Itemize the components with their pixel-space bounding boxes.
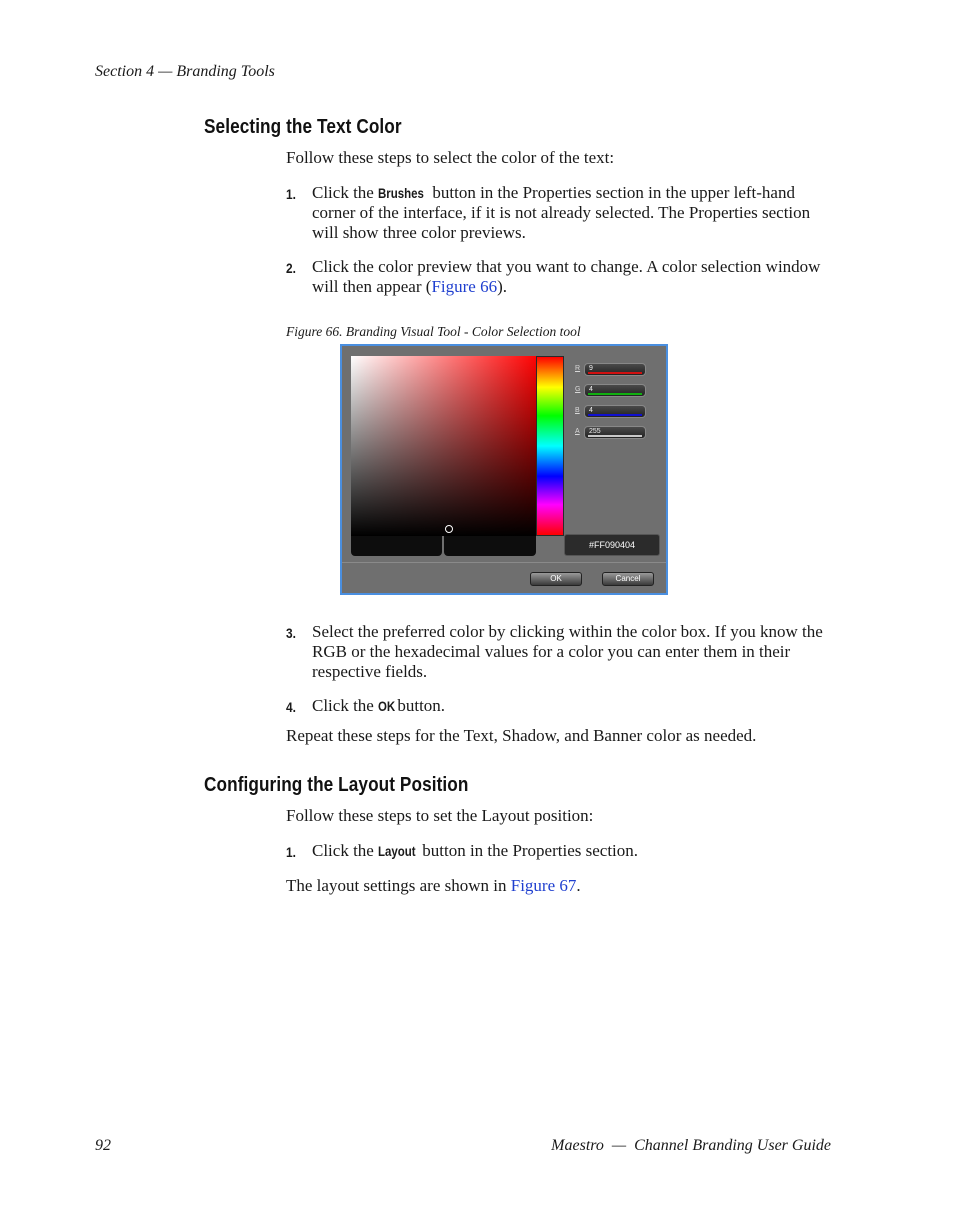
channel-level-bar (588, 414, 642, 416)
channel-label: A (575, 428, 580, 435)
color-picker-marker[interactable] (445, 525, 453, 533)
channel-input[interactable] (584, 384, 646, 397)
ui-term-ok: OK (378, 698, 396, 714)
step-item (286, 841, 831, 861)
step-number: 2. (286, 260, 296, 276)
ok-button[interactable]: OK (530, 572, 582, 586)
step-item (286, 696, 831, 716)
step-text: Click the (312, 183, 379, 202)
channel-value: 4 (589, 386, 593, 393)
section-intro: Follow these steps to select the color of the text: (286, 148, 615, 167)
step-number: 4. (286, 699, 296, 715)
figure-66-link[interactable]: Figure 66 (431, 277, 498, 296)
step-item (286, 257, 831, 297)
channel-level-bar (588, 435, 642, 437)
step-number: 3. (286, 625, 296, 641)
channel-value: 255 (589, 428, 601, 435)
section-heading-text-color: Selecting the Text Color (204, 116, 402, 138)
channel-input[interactable] (584, 363, 646, 376)
page-number: 92 (95, 1137, 111, 1154)
channel-level-bar (588, 393, 642, 395)
figure-67-link[interactable]: Figure 67 (510, 876, 577, 895)
step-text: button in the Properties section. (418, 841, 639, 860)
step-text: ). (497, 277, 507, 296)
figure-caption: Figure 66. Branding Visual Tool - Color Selection tool (286, 324, 581, 339)
step-text: Select the preferred color by clicking within the color box. If you know the RGB or the hexadecimal values for a color you can enter them in their respective fields. (312, 622, 823, 681)
step-text: button in the Properties section in the upper left-hand corner of the interface, if it is not already selected. The Properties section will show three color previews. (312, 183, 811, 242)
channel-label: R (575, 365, 581, 372)
channel-label: G (575, 386, 581, 393)
ui-term-layout: Layout (378, 843, 416, 859)
step-item (286, 622, 831, 682)
channel-value: 9 (589, 365, 593, 372)
channel-level-bar (588, 372, 642, 374)
step-item (286, 183, 831, 243)
step-text: Click the (312, 696, 379, 715)
dialog-divider (342, 562, 666, 563)
hex-value: #FF090404 (588, 540, 636, 550)
outro-text: . (576, 876, 581, 895)
step-text: Click the (312, 841, 379, 860)
section-heading-layout-position: Configuring the Layout Position (204, 774, 469, 796)
step-number: 1. (286, 844, 296, 860)
section-outro: Repeat these steps for the Text, Shadow, and Banner color as needed. (286, 726, 757, 745)
channel-input[interactable] (584, 426, 646, 439)
step-text: button. (393, 696, 446, 715)
color-selection-dialog (340, 344, 668, 595)
step-number: 1. (286, 186, 296, 202)
section-intro: Follow these steps to set the Layout position: (286, 806, 594, 825)
channel-input[interactable] (584, 405, 646, 418)
old-color-preview (444, 536, 536, 556)
outro-text: The layout settings are shown in (286, 876, 511, 895)
hue-slider[interactable] (536, 356, 564, 536)
guide-title: Maestro — Channel Branding User Guide (551, 1137, 831, 1154)
cancel-button[interactable]: Cancel (602, 572, 654, 586)
channel-value: 4 (589, 407, 593, 414)
channel-label: B (575, 407, 580, 414)
ui-term-brushes: Brushes (378, 185, 425, 201)
hex-input[interactable] (564, 534, 660, 556)
color-box[interactable] (351, 356, 536, 536)
new-color-preview (351, 536, 442, 556)
running-header: Section 4 — Branding Tools (95, 63, 275, 80)
section-outro (286, 876, 581, 896)
step-text: Click the color preview that you want to change. A color selection window will then appear ( (312, 257, 821, 296)
